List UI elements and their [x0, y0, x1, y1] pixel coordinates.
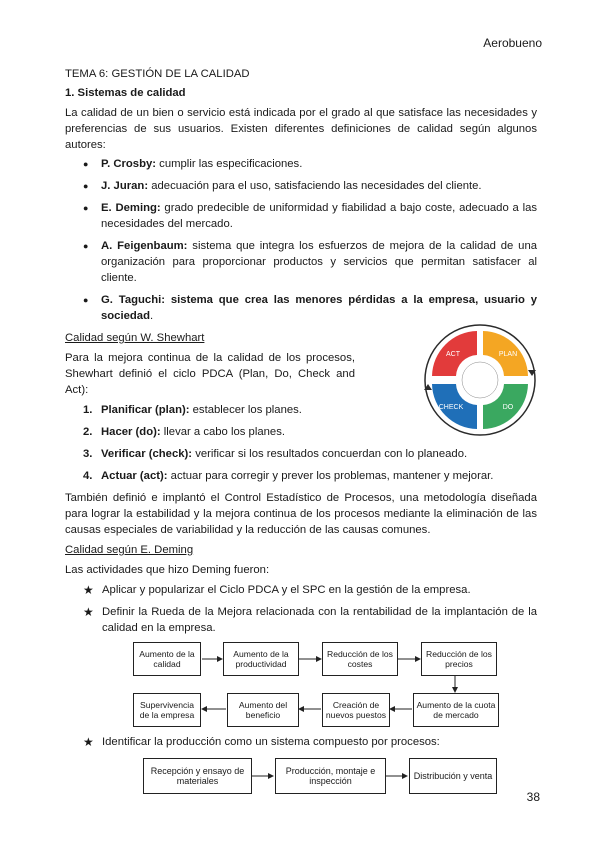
page-number: 38 — [526, 790, 540, 804]
flow-box-reduccion-precios: Reducción de los precios — [421, 642, 497, 676]
step-number: 4. — [83, 470, 93, 482]
author-name: J. Juran: — [101, 180, 149, 192]
author-definition: sistema que crea las menores pérdidas a la empresa, usuario y sociedad — [101, 294, 538, 322]
deming-intro: Las actividades que hizo Deming fueron: — [65, 564, 270, 576]
list-item — [65, 582, 537, 598]
step-number: 3. — [83, 448, 93, 460]
step-name: Actuar (act): — [101, 470, 168, 482]
pdca-check-label: CHECK — [438, 404, 464, 411]
pdca-center — [462, 362, 498, 398]
pdca-steps-list — [65, 402, 537, 484]
shewhart-intro: Para la mejora continua de la calidad de los procesos, Shewhart definió el ciclo PDCA (Plan, Do, Check and Act): — [65, 352, 355, 396]
author-name: G. Taguchi: — [101, 294, 166, 306]
list-item — [65, 238, 537, 286]
activity-text: Definir la Rueda de la Mejora relacionada con la rentabilidad de la implantación de la calidad en la empresa. — [102, 606, 537, 634]
process-box-produccion: Producción, montaje e inspección — [275, 758, 386, 794]
deming-activities-list — [65, 582, 537, 636]
author-definition: sistema que integra los esfuerzos de mejora de la calidad de una organización para proporcionar productos y servicios que permitan satisfacer al cliente. — [101, 240, 538, 284]
star-bullet-icon: ★ — [83, 605, 94, 619]
star-bullet-icon: ★ — [83, 583, 94, 597]
list-item — [65, 446, 537, 462]
flow-box-cuota-mercado: Aumento de la cuota de mercado — [413, 693, 499, 727]
pdca-plan-label: PLAN — [498, 351, 518, 358]
author-name: P. Crosby: — [101, 158, 157, 170]
step-name: Planificar (plan): — [101, 404, 190, 416]
activity-text: Identificar la producción como un sistema compuesto por procesos: — [102, 736, 440, 748]
step-text: establecer los planes. — [189, 404, 302, 416]
section-intro: La calidad de un bien o servicio está indicada por el grado al que satisface las necesidades y preferencias de sus usuarios. Existen diferentes definiciones de calidad según algunos autores: — [65, 107, 537, 151]
list-item — [65, 156, 537, 172]
step-name: Hacer (do): — [101, 426, 161, 438]
shewhart-outro: También definió e implantó el Control Estadístico de Procesos, una metodología diseñada para lograr la estabilidad y la mejora continua de los procesos mediante la eliminación de las causas especiales de variabilidad y la reducción de las causas comunes. — [65, 492, 537, 536]
deming-wheel-flowchart — [65, 642, 537, 728]
author-definition: adecuación para el uso, satisfaciendo las necesidades del cliente. — [148, 180, 482, 192]
step-number: 2. — [83, 426, 93, 438]
pdca-cycle-diagram — [420, 320, 540, 440]
list-item — [65, 468, 537, 484]
step-text: llevar a cabo los planes. — [160, 426, 285, 438]
step-text: actuar para corregir y prever los problemas, mantener y mejorar. — [167, 470, 494, 482]
header-brand: Aerobueno — [483, 36, 542, 50]
author-definition-tail: . — [149, 310, 154, 322]
topic-title: TEMA 6: GESTIÓN DE LA CALIDAD — [65, 68, 250, 80]
flow-box-aumento-beneficio: Aumento del beneficio — [227, 693, 299, 727]
step-name: Verificar (check): — [101, 448, 193, 460]
authors-list — [65, 156, 537, 324]
flow-box-aumento-productividad: Aumento de la productividad — [223, 642, 299, 676]
list-item — [65, 402, 537, 418]
process-box-distribucion: Distribución y venta — [409, 758, 497, 794]
author-name: A. Feigenbaum: — [101, 240, 188, 252]
list-item — [65, 734, 537, 750]
activity-text: Aplicar y popularizar el Ciclo PDCA y el SPC en la gestión de la empresa. — [102, 584, 471, 596]
list-item — [65, 424, 537, 440]
section-title: 1. Sistemas de calidad — [65, 87, 186, 99]
pdca-do-label: DO — [502, 404, 514, 411]
step-number: 1. — [83, 404, 93, 416]
shewhart-section — [65, 330, 537, 538]
process-box-recepcion: Recepción y ensayo de materiales — [143, 758, 252, 794]
deming-heading: Calidad según E. Deming — [65, 544, 194, 556]
star-bullet-icon: ★ — [83, 735, 94, 749]
list-item — [65, 604, 537, 636]
production-process-flowchart — [65, 756, 537, 800]
author-name: E. Deming: — [101, 202, 161, 214]
author-definition: cumplir las especificaciones. — [156, 158, 303, 170]
flow-box-supervivencia: Supervivencia de la empresa — [133, 693, 201, 727]
page-content — [65, 66, 537, 800]
author-definition: grado predecible de uniformidad y fiabilidad a bajo coste, adecuado a las necesidades del mercado. — [101, 202, 538, 230]
list-item — [65, 178, 537, 194]
list-item — [65, 200, 537, 232]
flow-box-reduccion-costes: Reducción de los costes — [322, 642, 398, 676]
pdca-act-label: ACT — [446, 351, 460, 358]
deming-activities-list-cont — [65, 734, 537, 750]
flow-box-nuevos-puestos: Creación de nuevos puestos — [322, 693, 390, 727]
step-text: verificar si los resultados concuerdan con lo planeado. — [192, 448, 468, 460]
flow-box-aumento-calidad: Aumento de la calidad — [133, 642, 201, 676]
shewhart-heading: Calidad según W. Shewhart — [65, 332, 205, 344]
